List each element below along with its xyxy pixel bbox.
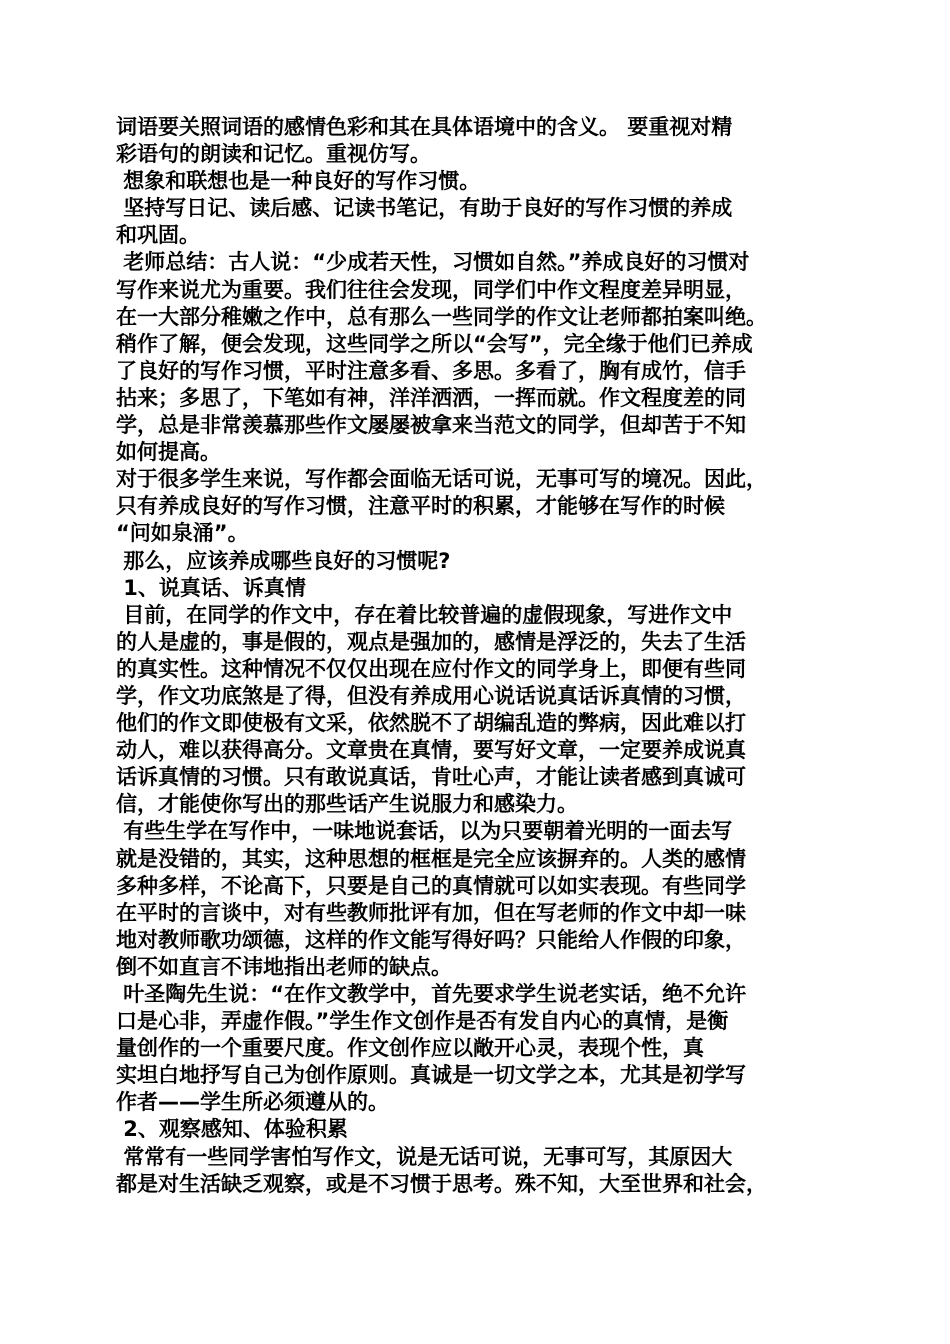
text-line: 信，才能使你写出的那些话产生说服力和感染力。 — [116, 792, 578, 817]
text-line: 有些生学在写作中，一味地说套话，以为只要朝着光明的一面去写 — [116, 819, 733, 844]
text-line: 话诉真情的习惯。只有敢说真话，肯吐心声，才能让读者感到真诚可 — [116, 765, 746, 790]
text-line: 2、观察感知、体验积累 — [116, 1117, 348, 1142]
text-line: 实坦白地抒写自己为创作原则。真诚是一切文学之本，尤其是初学写 — [116, 1063, 746, 1088]
text-line: 坚持写日记、读后感、记读书笔记，有助于良好的写作习惯的养成 — [116, 196, 733, 221]
text-line: 和巩固。 — [116, 223, 200, 248]
text-line: 写作来说尤为重要。我们往往会发现，同学们中作文程度差异明显， — [116, 277, 746, 302]
text-line: 学，作文功底煞是了得，但没有养成用心说话说真话诉真情的习惯， — [116, 683, 746, 708]
text-line: 作者——学生所必须遵从的。 — [116, 1090, 389, 1115]
text-line: 地对教师歌功颂德，这样的作文能写得好吗？只能给人作假的印象， — [116, 927, 746, 952]
text-line: 彩语句的朗读和记忆。重视仿写。 — [116, 142, 431, 167]
text-line: 多种多样，不论高下，只要是自己的真情就可以如实表现。有些同学 — [116, 873, 746, 898]
text-line: 对于很多学生来说，写作都会面临无话可说，无事可写的境况。因此， — [116, 467, 767, 492]
text-line: 口是心非，弄虚作假。”学生作文创作是否有发自内心的真情，是衡 — [116, 1009, 729, 1034]
text-line: 的真实性。这种情况不仅仅出现在应付作文的同学身上，即便有些同 — [116, 656, 746, 681]
text-line: 那么，应该养成哪些良好的习惯呢? — [116, 548, 451, 573]
text-line: 的人是虚的，事是假的，观点是强加的，感情是浮泛的，失去了生活 — [116, 629, 746, 654]
text-line: 只有养成良好的写作习惯，注意平时的积累，才能够在写作的时候 — [116, 494, 725, 519]
text-line: 了良好的写作习惯，平时注意多看、多思。多看了，胸有成竹，信手 — [116, 358, 746, 383]
text-line: 拈来；多思了，下笔如有神，洋洋洒洒，一挥而就。作文程度差的同 — [116, 385, 746, 410]
text-line: 叶圣陶先生说：“在作文教学中，首先要求学生说老实话，绝不允许 — [116, 982, 747, 1006]
text-line: 1、说真话、诉真情 — [116, 575, 306, 600]
text-line: 动人，难以获得高分。文章贵在真情，要写好文章，一定要养成说真 — [116, 738, 746, 763]
text-line: “问如泉涌”。 — [116, 521, 249, 546]
text-line: 在一大部分稚嫩之作中，总有那么一些同学的作文让老师都拍案叫绝。 — [116, 304, 767, 329]
text-line: 常常有一些同学害怕写作文，说是无话可说，无事可写，其原因大 — [116, 1144, 733, 1169]
text-line: 就是没错的，其实，这种思想的框框是完全应该摒弃的。人类的感情 — [116, 846, 746, 871]
text-line: 想象和联想也是一种良好的写作习惯。 — [116, 169, 481, 194]
text-line: 在平时的言谈中，对有些教师批评有加，但在写老师的作文中却一味 — [116, 900, 746, 925]
text-line: 学，总是非常羡慕那些作文屡屡被拿来当范文的同学，但却苦于不知 — [116, 413, 746, 438]
text-line: 都是对生活缺乏观察，或是不习惯于思考。殊不知，大至世界和社会， — [116, 1171, 767, 1196]
text-line: 倒不如直言不讳地指出老师的缺点。 — [116, 954, 452, 979]
text-line: 目前，在同学的作文中，存在着比较普遍的虚假现象，写进作文中 — [116, 602, 733, 627]
text-line: 如何提高。 — [116, 440, 221, 465]
body-text — [116, 114, 856, 1198]
text-line: 他们的作文即使极有文采，依然脱不了胡编乱造的弊病，因此难以打 — [116, 711, 746, 736]
text-line: 稍作了解，便会发现，这些同学之所以“会写”，完全缘于他们已养成 — [116, 331, 753, 356]
text-line: 词语要关照词语的感情色彩和其在具体语境中的含义。 要重视对精 — [116, 115, 733, 139]
text-line: 老师总结：古人说：“少成若天性，习惯如自然。”养成良好的习惯对 — [116, 250, 750, 275]
text-line: 量创作的一个重要尺度。作文创作应以敞开心灵，表现个性，真 — [116, 1036, 704, 1061]
